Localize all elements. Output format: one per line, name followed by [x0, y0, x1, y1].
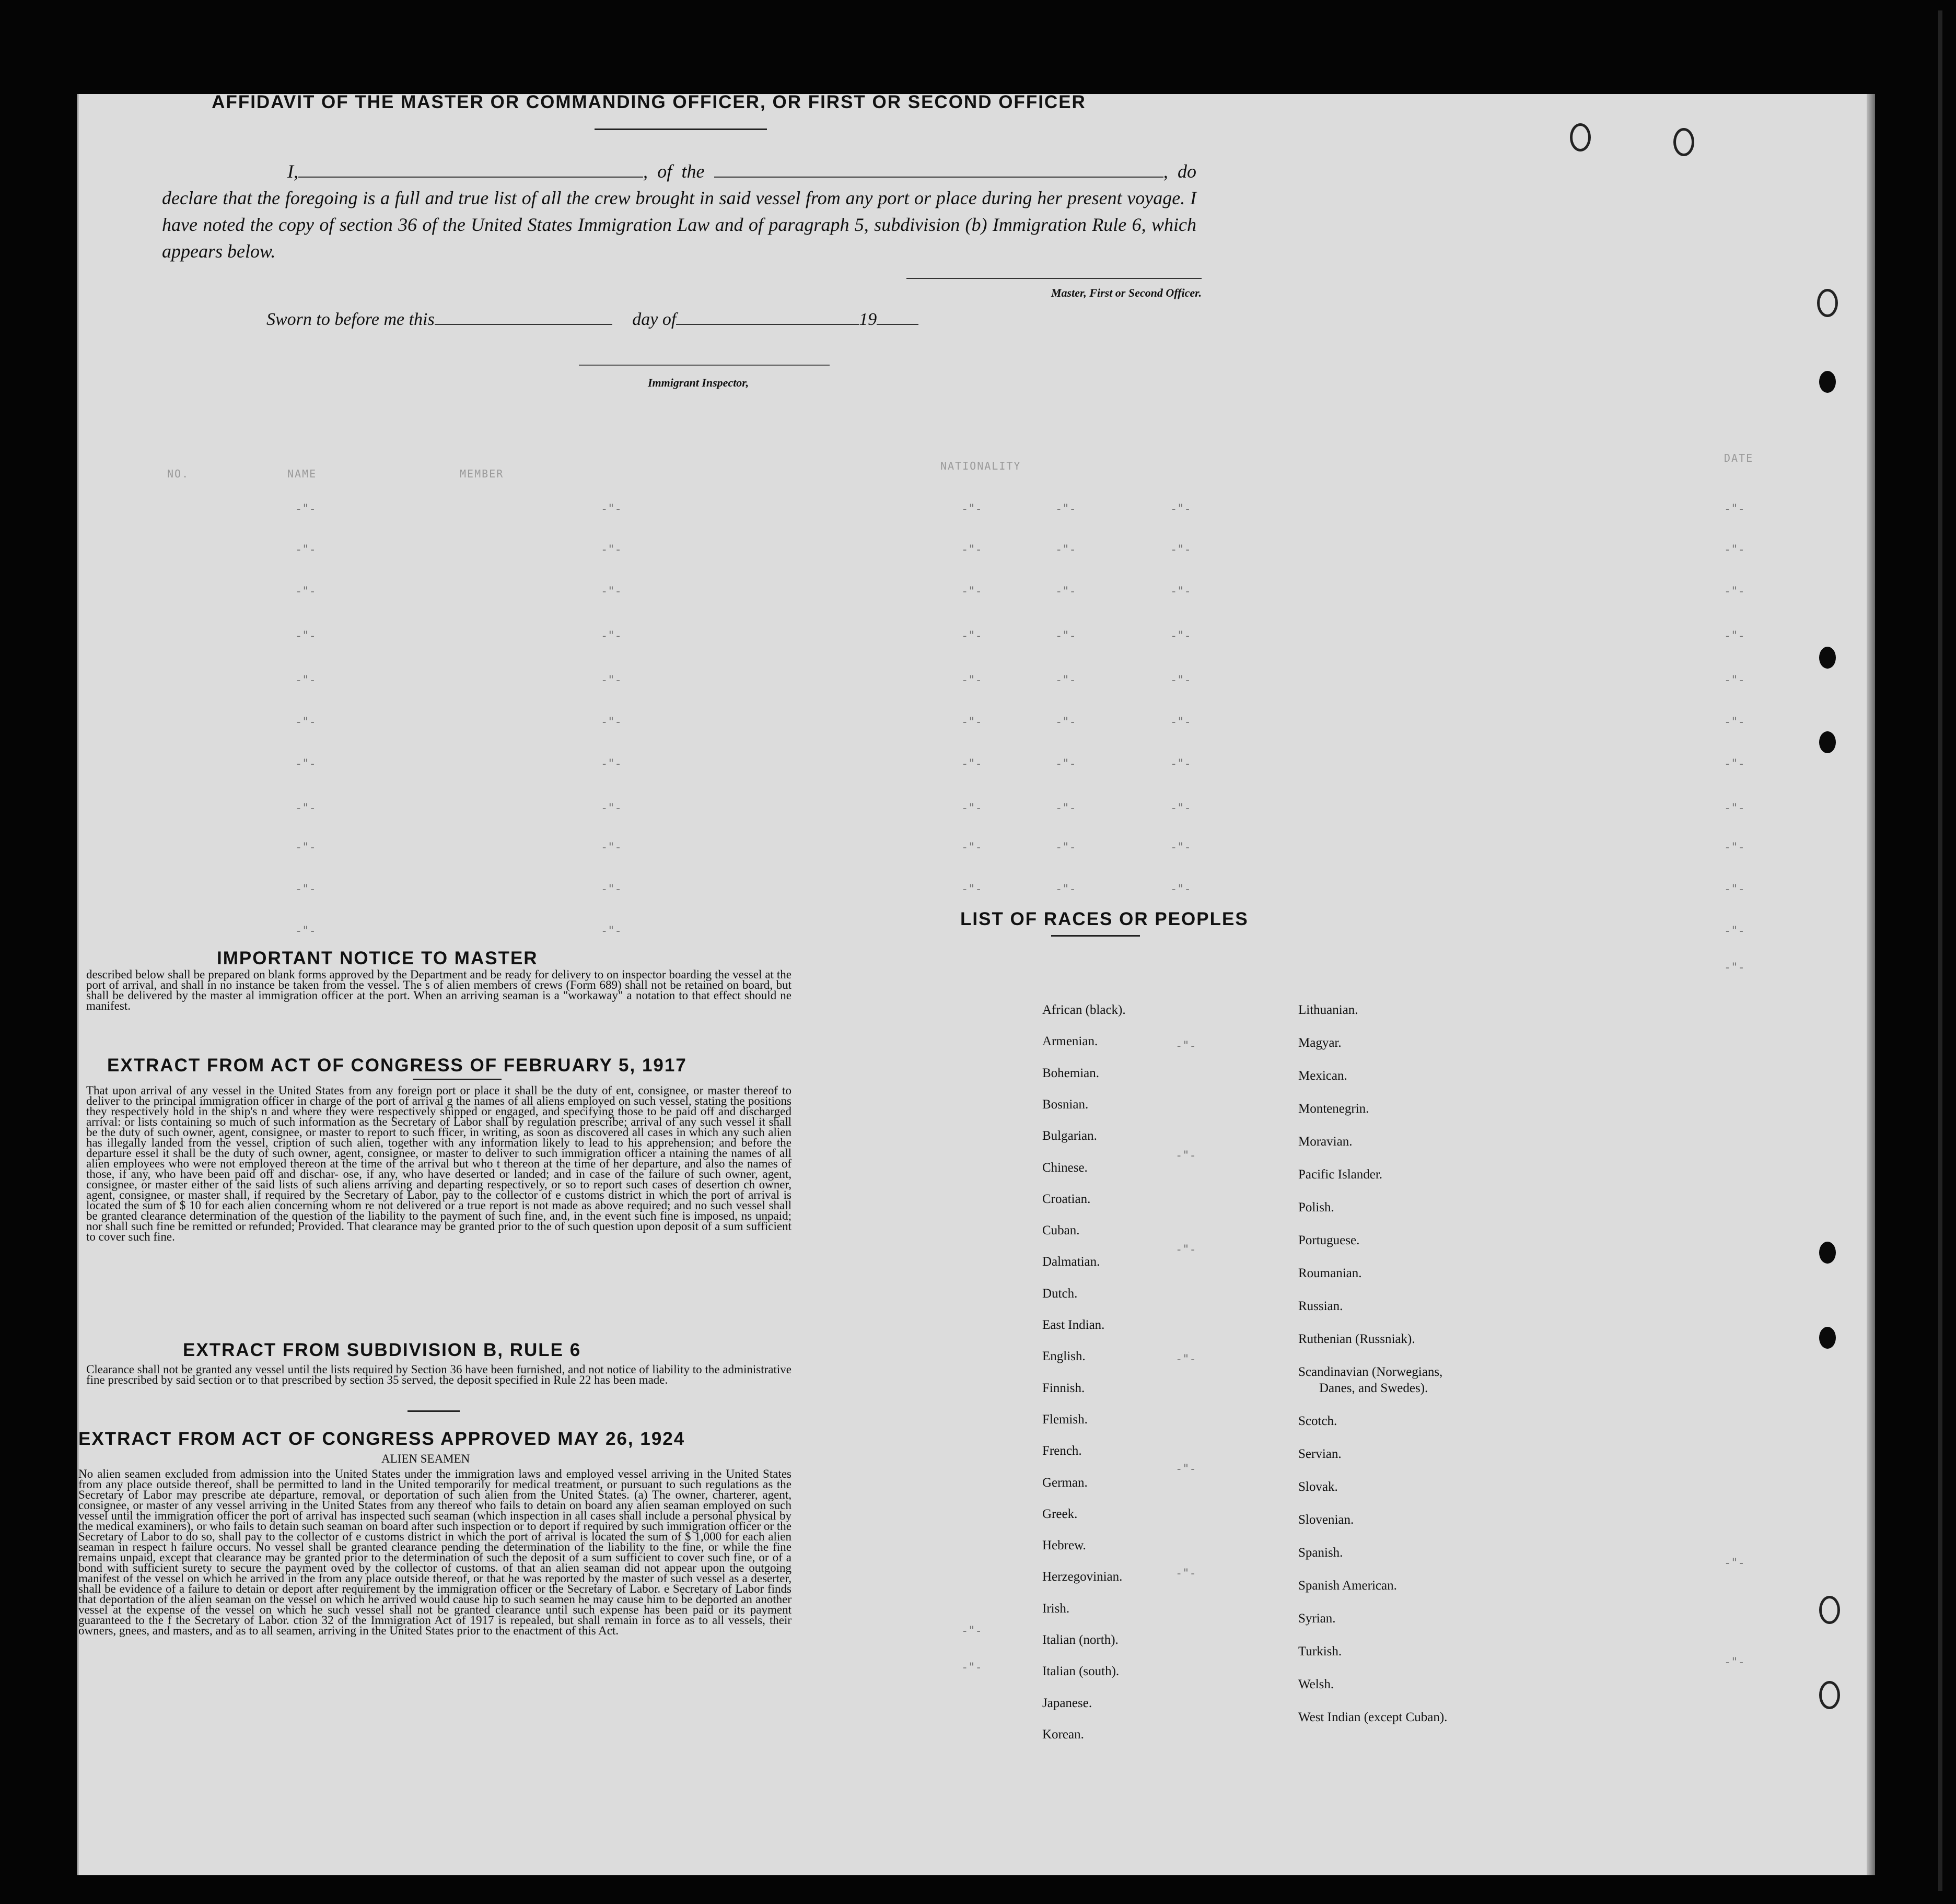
ditto-mark: -"- [1170, 585, 1191, 598]
ditto-mark: -"- [1170, 629, 1191, 643]
bleed-header: DATE [1724, 452, 1754, 464]
race-item: Servian. [1298, 1447, 1342, 1461]
punch-ring [1819, 1681, 1840, 1709]
race-item: Italian (north). [1042, 1633, 1119, 1647]
ditto-mark: -"- [1055, 503, 1076, 516]
race-item: Dalmatian. [1042, 1255, 1100, 1269]
race-item: Irish. [1042, 1601, 1070, 1616]
race-item: Italian (south). [1042, 1664, 1120, 1679]
ditto-mark: -"- [961, 716, 982, 729]
ditto-mark: -"- [601, 585, 622, 598]
ditto-mark: -"- [1055, 629, 1076, 643]
race-item: West Indian (except Cuban). [1298, 1710, 1448, 1724]
ditto-mark: -"- [601, 716, 622, 729]
ditto-mark: -"- [1724, 716, 1745, 729]
race-item: Spanish. [1298, 1546, 1343, 1560]
act-1917-title: EXTRACT FROM ACT OF CONGRESS OF FEBRUARY 5, 1917 [107, 1055, 687, 1076]
affidavit-i: I, [287, 161, 298, 182]
punch-ring [1673, 128, 1694, 156]
race-item: German. [1042, 1475, 1088, 1490]
act-1924-title: EXTRACT FROM ACT OF CONGRESS APPROVED MAY 26, 1924 [78, 1429, 685, 1449]
ditto-mark: -"- [1724, 883, 1745, 896]
sworn-label: Sworn to before me this [266, 310, 435, 329]
bleed-header: NATIONALITY [940, 460, 1021, 472]
ditto-mark: -"- [1170, 841, 1191, 854]
sworn-year: 19 [859, 310, 877, 329]
ditto-mark: -"- [1175, 1353, 1196, 1366]
signature-line[interactable] [906, 278, 1202, 279]
ditto-mark: -"- [295, 543, 316, 556]
race-item: Armenian. [1042, 1034, 1098, 1049]
race-item: Lithuanian. [1298, 1003, 1358, 1017]
ditto-mark: -"- [601, 757, 622, 770]
race-item: Pacific Islander. [1298, 1167, 1383, 1182]
ditto-mark: -"- [601, 674, 622, 687]
ditto-mark: -"- [1055, 585, 1076, 598]
race-item: Herzegovinian. [1042, 1570, 1123, 1584]
affidavit-text [162, 158, 1196, 265]
race-item: Moravian. [1298, 1135, 1353, 1149]
sworn-day-of: day of [632, 310, 677, 329]
ditto-mark: -"- [961, 841, 982, 854]
ditto-mark: -"- [1724, 925, 1745, 938]
race-item: Bosnian. [1042, 1097, 1089, 1112]
race-item: Magyar. [1298, 1036, 1342, 1050]
binding-hole [1819, 647, 1836, 669]
ditto-mark: -"- [295, 883, 316, 896]
inspector-caption: Immigrant Inspector, [648, 376, 749, 389]
race-item: Greek. [1042, 1506, 1078, 1521]
ditto-mark: -"- [295, 503, 316, 516]
ditto-mark: -"- [1724, 629, 1745, 643]
ditto-mark: -"- [1170, 883, 1191, 896]
bleed-header: MEMBER [460, 468, 504, 480]
ditto-mark: -"- [295, 757, 316, 770]
ditto-mark: -"- [1170, 802, 1191, 815]
race-item: Slovenian. [1298, 1513, 1354, 1527]
affidavit-title: AFFIDAVIT OF THE MASTER OR COMMANDING OFFICER, OR FIRST OR SECOND OFFICER [212, 92, 1086, 112]
ditto-mark: -"- [961, 1625, 982, 1638]
race-item: Dutch. [1042, 1286, 1078, 1301]
race-item: East Indian. [1042, 1318, 1105, 1332]
ditto-mark: -"- [961, 674, 982, 687]
race-item: Russian. [1298, 1299, 1343, 1313]
ditto-mark: -"- [1175, 1463, 1196, 1476]
vessel-blank[interactable] [714, 161, 1163, 178]
race-item: Syrian. [1298, 1611, 1336, 1626]
race-item: Japanese. [1042, 1696, 1092, 1710]
ditto-mark: -"- [1055, 543, 1076, 556]
ditto-mark: -"- [1170, 757, 1191, 770]
ditto-mark: -"- [961, 757, 982, 770]
binding-hole [1819, 1242, 1836, 1264]
ditto-mark: -"- [1175, 1567, 1196, 1580]
rule6-title: EXTRACT FROM SUBDIVISION B, RULE 6 [183, 1340, 581, 1360]
ditto-mark: -"- [1170, 716, 1191, 729]
ditto-mark: -"- [1175, 1243, 1196, 1256]
film-frame-edge [1938, 10, 1942, 1891]
race-item: Croatian. [1042, 1192, 1091, 1206]
race-item: Korean. [1042, 1727, 1084, 1742]
bleed-header: NAME [287, 468, 317, 480]
bleed-header: NO. [167, 468, 190, 480]
race-item: Mexican. [1298, 1069, 1347, 1083]
ditto-mark: -"- [961, 585, 982, 598]
ditto-mark: -"- [1724, 1557, 1745, 1570]
ditto-mark: -"- [1724, 503, 1745, 516]
ditto-mark: -"- [1170, 503, 1191, 516]
ditto-mark: -"- [601, 629, 622, 643]
race-item: Danes, and Swedes). [1319, 1381, 1428, 1395]
race-item: Polish. [1298, 1200, 1334, 1214]
punch-ring [1570, 123, 1591, 151]
sworn-day-blank[interactable] [435, 308, 612, 325]
ditto-mark: -"- [601, 841, 622, 854]
act-1924-text: No alien seamen excluded from admission into the United States under the immigration laws and employed vessel arriving in the United States from any place outside thereof, shall be permitted to land in the United temporarily for medical treatment, or pursuant to such regulations as the Secretary of Labor may prescribe ate departure, removal, or deportation of such alien from the United States. (a) The owner, charterer, agent, consignee, or master of any vessel arriving in the United States from any thereof who fails to detain on board any alien seaman employed on such vessel until the immigration officer the port of arrival has inspected such seaman (which inspection in all cases shall include a personal physical by the medical examiners), or who fails to detain such seaman on board after such inspection or to deport if required by such immigration officer or the Secretary of Labor to do so, shall pay to the collector of e customs district in which the port of arrival is located the sum of $ 1,000 for each alien seaman in respect h failure occurs. No vessel shall be granted clearance pending the determination of the liability to the fine, or while the fine remains unpaid, except that clearance may be granted prior to the determination of such the deposit of a sum sufficient to cover such fine, or of a bond with sufficient surety to secure the payment oved by the collector of customs. of that an alien seaman did not appear upon the outgoing manifest of the vessel on which he arrived in the from any place outside thereof, or that he was reported by the master of such vessel as a deserter, shall be evidence of a failure to detain or deport after requirement by the immigration officer or the Secretary of Labor. e Secretary of Labor finds that deportation of the alien seaman on the vessel on which he arrived would cause hip to such seamen he may cause him to be deported an another vessel at the expense of the vessel on which he such vessel shall not be granted clearance until such expense has been paid or its payment guaranteed to the f the Secretary of Labor. ction 32 of the Immigration Act of 1917 is repealed, but shall remain in force as to all vessels, their owners, gnees, and masters, and as to all seamen, arriving in the United States prior to the enactment of this Act. [78, 1467, 791, 1637]
race-item: Flemish. [1042, 1412, 1088, 1427]
ditto-mark: -"- [295, 585, 316, 598]
race-item: Slovak. [1298, 1480, 1338, 1494]
signature-caption: Master, First or Second Officer. [1051, 286, 1202, 299]
punch-ring [1817, 289, 1838, 317]
ditto-mark: -"- [601, 925, 622, 938]
ditto-mark: -"- [295, 629, 316, 643]
punch-ring [1819, 1596, 1840, 1624]
name-blank[interactable] [298, 161, 643, 178]
ditto-mark: -"- [1724, 674, 1745, 687]
sworn-year-blank[interactable] [877, 308, 918, 325]
act-1924-subtitle: ALIEN SEAMEN [381, 1452, 470, 1465]
race-item: Ruthenian (Russniak). [1298, 1332, 1415, 1346]
race-item: Roumanian. [1298, 1266, 1362, 1280]
ditto-mark: -"- [961, 883, 982, 896]
ditto-mark: -"- [1055, 716, 1076, 729]
ditto-mark: -"- [1170, 543, 1191, 556]
affidavit-declare: , do declare [162, 161, 1197, 208]
ditto-mark: -"- [1055, 674, 1076, 687]
ditto-mark: -"- [601, 802, 622, 815]
race-item: Finnish. [1042, 1381, 1085, 1395]
ditto-mark: -"- [1724, 543, 1745, 556]
race-item: African (black). [1042, 1003, 1126, 1017]
ditto-mark: -"- [601, 543, 622, 556]
ditto-mark: -"- [1055, 883, 1076, 896]
ditto-mark: -"- [1170, 674, 1191, 687]
ditto-mark: -"- [1724, 841, 1745, 854]
ditto-mark: -"- [1175, 1149, 1196, 1162]
ditto-mark: -"- [1724, 802, 1745, 815]
race-item: Welsh. [1298, 1677, 1334, 1691]
race-item: Montenegrin. [1298, 1102, 1369, 1116]
race-item: French. [1042, 1444, 1082, 1458]
ditto-mark: -"- [1724, 757, 1745, 770]
affidavit-title-rule [595, 129, 767, 130]
ditto-mark: -"- [1055, 841, 1076, 854]
race-item: Spanish American. [1298, 1579, 1397, 1593]
sworn-line [266, 308, 1050, 330]
ditto-mark: -"- [961, 503, 982, 516]
ditto-mark: -"- [295, 716, 316, 729]
race-item: Cuban. [1042, 1223, 1080, 1238]
ditto-mark: -"- [1724, 1656, 1745, 1669]
binding-hole [1819, 371, 1836, 393]
race-item: Bohemian. [1042, 1066, 1100, 1080]
races-title-rule [1051, 935, 1140, 937]
race-item: Bulgarian. [1042, 1129, 1097, 1143]
ditto-mark: -"- [601, 883, 622, 896]
races-title: LIST OF RACES OR PEOPLES [960, 909, 1249, 929]
ditto-mark: -"- [295, 841, 316, 854]
ditto-mark: -"- [961, 1661, 982, 1674]
sworn-month-blank[interactable] [676, 308, 859, 325]
rule6-text: Clearance shall not be granted any vessel until the lists required by Section 36 have been furnished, and not notice of liability to the administrative fine prescribed by said section or to that prescribed by section 35 served, the deposit specified in Rule 22 has been made. [86, 1363, 791, 1386]
ditto-mark: -"- [1724, 961, 1745, 974]
ditto-mark: -"- [1055, 802, 1076, 815]
ditto-mark: -"- [1175, 1039, 1196, 1053]
race-item: Turkish. [1298, 1644, 1342, 1658]
race-item: Chinese. [1042, 1160, 1088, 1175]
race-item: Scotch. [1298, 1414, 1337, 1428]
race-item: Scandinavian (Norwegians, [1298, 1365, 1443, 1379]
ditto-mark: -"- [1724, 585, 1745, 598]
notice-text: described below shall be prepared on blank forms approved by the Department and be ready for delivery to on inspector boarding the vessel at the port of arrival, and shall in no instance be taken from the vessel. The s of alien members of crews (Form 689) shall not be retained on board, but shall be delivered by the master al immigration officer at the port. When an arriving seaman is a "workaway" a notation to that effect should ne manifest. [86, 968, 791, 1012]
affidavit-body: that the foregoing is a full and true list of all the crew brought in said vessel from any port or place during her present voyage. I have noted the copy of section 36 of the United States Immigration Law and of paragraph 5, subdivision (b) Immigration Rule 6, which appears below. [162, 188, 1196, 262]
race-item: Portuguese. [1298, 1233, 1360, 1247]
inspector-signature-line[interactable] [579, 365, 830, 366]
act-1917-rule [413, 1079, 502, 1080]
act-1917-text: That upon arrival of any vessel in the United States from any foreign port or place it shall be the duty of ent, consignee, or master thereof to deliver to the principal immigration officer in charge of the port of arrival g the names of all aliens employed on such vessel, stating the positions they respectively hold in the ship's n and where they were respectively shipped or engaged, and specifying those to be paid off and discharged arrival: or lists containing so much of such information as the Secretary of Labor shall by regulation prescribe; arrival of any such vessel it shall be the duty of such owner, agent, consignee, or master to report to such fficer, in writing, as soon as discovered all cases in which any such alien has illegally landed from the vessel, cription of such alien, together with any information likely to lead to his apprehension; and before the departure essel it shall be the duty of such owner, agent, consignee, or master to deliver to such immigration officer a ntaining the names of all alien employees who were not employed thereon at the time of the arrival but who t thereon at the time of her departure, and also the names of those, if any, who have been paid off and dischar- ose, if any, who have deserted or landed; and in case of the failure of such owner, agent, consignee, or master either of the said lists of such aliens arriving and departing respectively, or so to report such cases of desertion ch owner, agent, consignee, or master shall, if required by the Secretary of Labor, pay to the collector of e customs district in which the port of arrival is located the sum of $ 10 for each alien concerning whom re not delivered or a true report is not made as above required; and no such vessel shall be granted clearance determination of the question of the liability to the payment of such fine, and, in the event such fine is imposed, ns unpaid; nor shall such fine be remitted or refunded; Provided. That clearance may be granted prior to the of such question upon deposit of a sum sufficient to cover such fine. [86, 1084, 791, 1243]
rule6-rule [408, 1410, 460, 1412]
page-edge-shadow [1867, 94, 1875, 1875]
binding-hole [1819, 1327, 1836, 1349]
affidavit-of: , of the [643, 161, 705, 182]
race-item: English. [1042, 1349, 1086, 1364]
ditto-mark: -"- [961, 629, 982, 643]
ditto-mark: -"- [1055, 757, 1076, 770]
ditto-mark: -"- [295, 925, 316, 938]
notice-title: IMPORTANT NOTICE TO MASTER [217, 948, 538, 968]
binding-hole [1819, 731, 1836, 753]
race-item: Hebrew. [1042, 1538, 1086, 1553]
ditto-mark: -"- [961, 802, 982, 815]
ditto-mark: -"- [961, 543, 982, 556]
ditto-mark: -"- [295, 802, 316, 815]
ditto-mark: -"- [295, 674, 316, 687]
ditto-mark: -"- [601, 503, 622, 516]
